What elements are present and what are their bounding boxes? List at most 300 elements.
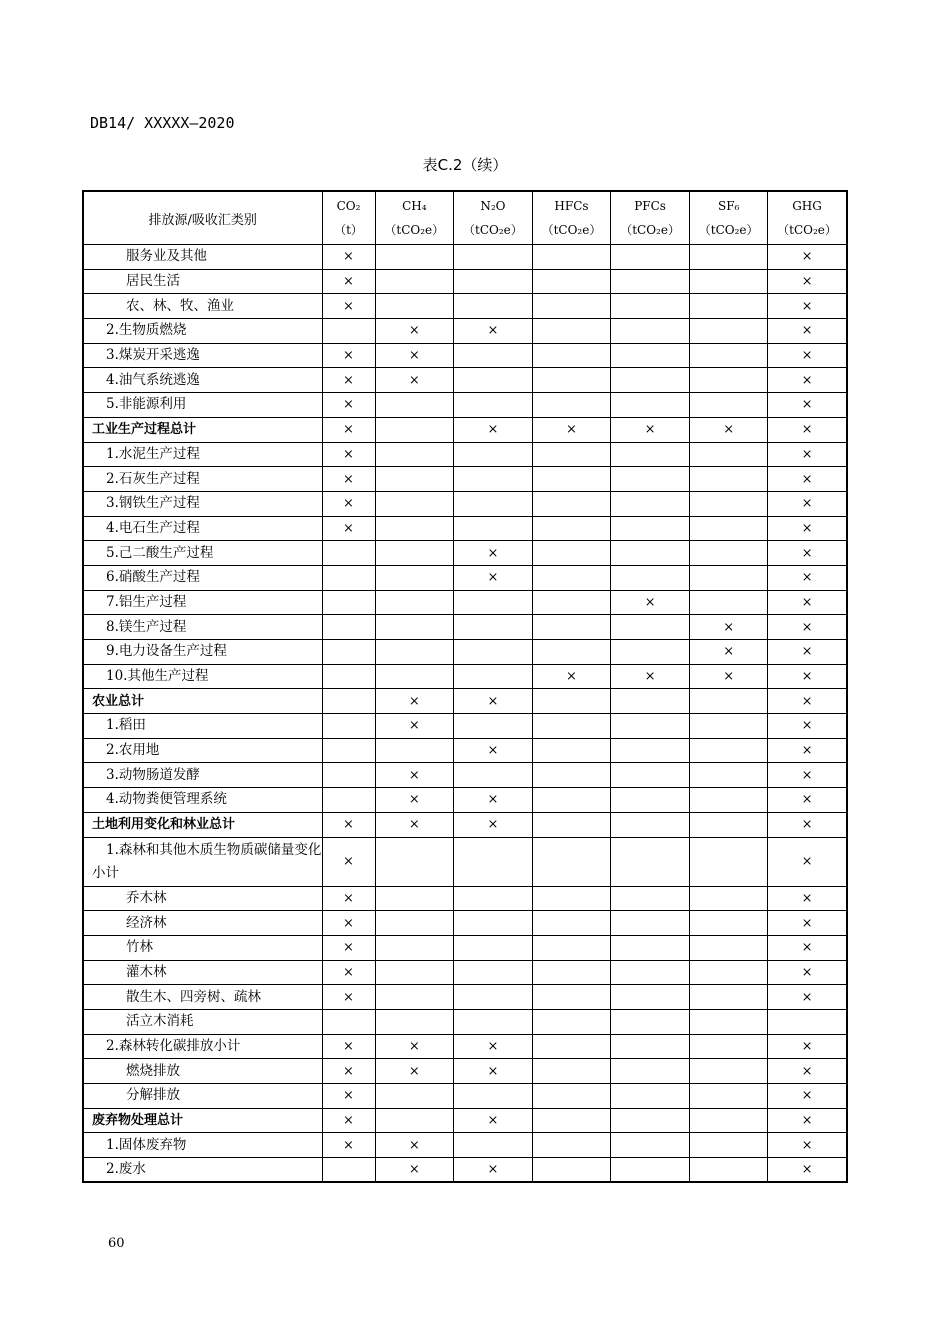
- mark-cell: ×: [454, 812, 533, 837]
- mark-cell: [375, 467, 454, 492]
- mark-cell: ×: [322, 467, 375, 492]
- mark-cell: [322, 640, 375, 665]
- mark-cell: [689, 886, 768, 911]
- mark-cell: ×: [532, 664, 611, 689]
- mark-cell: ×: [768, 788, 847, 813]
- mark-cell: [611, 738, 690, 763]
- mark-cell: [322, 565, 375, 590]
- mark-cell: [611, 319, 690, 344]
- row-label: 5.己二酸生产过程: [83, 541, 322, 566]
- document-code: DB14/ XXXXX—2020: [90, 114, 235, 132]
- mark-cell: ×: [768, 269, 847, 294]
- mark-cell: ×: [454, 1059, 533, 1084]
- table-body: [83, 245, 847, 1183]
- mark-cell: [611, 763, 690, 788]
- category-column-header: 排放源/吸收汇类别: [83, 191, 322, 245]
- row-label: 农业总计: [83, 689, 322, 714]
- table-row: [83, 442, 847, 467]
- row-label: 2.生物质燃烧: [83, 319, 322, 344]
- mark-cell: ×: [768, 541, 847, 566]
- mark-cell: [375, 245, 454, 270]
- mark-cell: ×: [322, 343, 375, 368]
- mark-cell: [454, 714, 533, 739]
- mark-cell: [689, 541, 768, 566]
- mark-cell: ×: [454, 1034, 533, 1059]
- mark-cell: ×: [768, 343, 847, 368]
- gas-column-header-co2: [322, 191, 375, 245]
- row-label: 4.动物粪便管理系统: [83, 788, 322, 813]
- mark-cell: [532, 985, 611, 1010]
- mark-cell: [532, 886, 611, 911]
- table-row: [83, 294, 847, 319]
- mark-cell: [454, 269, 533, 294]
- mark-cell: ×: [768, 1133, 847, 1158]
- gas-unit: （tCO₂e）: [777, 223, 837, 237]
- mark-cell: [322, 738, 375, 763]
- row-label: 8.镁生产过程: [83, 615, 322, 640]
- mark-cell: [532, 516, 611, 541]
- mark-cell: [375, 985, 454, 1010]
- row-label: 活立木消耗: [83, 1009, 322, 1034]
- table-row: [83, 788, 847, 813]
- mark-cell: ×: [322, 1133, 375, 1158]
- mark-cell: ×: [454, 788, 533, 813]
- table-row: [83, 516, 847, 541]
- mark-cell: [611, 393, 690, 418]
- mark-cell: ×: [322, 368, 375, 393]
- mark-cell: ×: [768, 911, 847, 936]
- mark-cell: ×: [768, 689, 847, 714]
- mark-cell: [689, 245, 768, 270]
- mark-cell: [689, 565, 768, 590]
- mark-cell: [689, 911, 768, 936]
- row-label: 散生木、四旁树、疏林: [83, 985, 322, 1010]
- mark-cell: [454, 294, 533, 319]
- mark-cell: ×: [375, 1133, 454, 1158]
- mark-cell: ×: [768, 763, 847, 788]
- mark-cell: [532, 467, 611, 492]
- mark-cell: [689, 1034, 768, 1059]
- mark-cell: [322, 664, 375, 689]
- mark-cell: ×: [322, 935, 375, 960]
- mark-cell: ×: [768, 393, 847, 418]
- mark-cell: ×: [375, 812, 454, 837]
- row-label: 4.电石生产过程: [83, 516, 322, 541]
- mark-cell: ×: [768, 319, 847, 344]
- emissions-table: [82, 190, 848, 1183]
- table-row: [83, 960, 847, 985]
- mark-cell: ×: [768, 491, 847, 516]
- mark-cell: [532, 1133, 611, 1158]
- mark-cell: ×: [322, 516, 375, 541]
- row-label: 10.其他生产过程: [83, 664, 322, 689]
- mark-cell: [375, 837, 454, 886]
- row-label: 1.水泥生产过程: [83, 442, 322, 467]
- mark-cell: [611, 467, 690, 492]
- mark-cell: [454, 960, 533, 985]
- mark-cell: [611, 615, 690, 640]
- gas-name: CH₄: [402, 199, 427, 213]
- mark-cell: [375, 615, 454, 640]
- table-row: [83, 763, 847, 788]
- table-row: [83, 911, 847, 936]
- mark-cell: ×: [322, 1034, 375, 1059]
- mark-cell: [375, 393, 454, 418]
- gas-unit: （t）: [334, 223, 363, 237]
- row-label: 9.电力设备生产过程: [83, 640, 322, 665]
- mark-cell: ×: [454, 541, 533, 566]
- mark-cell: ×: [768, 590, 847, 615]
- mark-cell: [454, 1133, 533, 1158]
- gas-name: PFCs: [634, 199, 666, 213]
- mark-cell: [454, 245, 533, 270]
- mark-cell: [611, 343, 690, 368]
- table-row: [83, 615, 847, 640]
- mark-cell: [375, 417, 454, 442]
- mark-cell: ×: [532, 417, 611, 442]
- mark-cell: ×: [768, 1108, 847, 1133]
- mark-cell: [689, 368, 768, 393]
- mark-cell: [532, 491, 611, 516]
- mark-cell: [611, 911, 690, 936]
- mark-cell: [611, 886, 690, 911]
- mark-cell: [611, 960, 690, 985]
- mark-cell: ×: [322, 812, 375, 837]
- mark-cell: [532, 788, 611, 813]
- mark-cell: ×: [689, 640, 768, 665]
- mark-cell: ×: [768, 664, 847, 689]
- mark-cell: ×: [768, 615, 847, 640]
- table-row: [83, 837, 847, 886]
- mark-cell: ×: [322, 393, 375, 418]
- row-label: 2.石灰生产过程: [83, 467, 322, 492]
- mark-cell: [322, 788, 375, 813]
- mark-cell: ×: [768, 886, 847, 911]
- mark-cell: ×: [768, 640, 847, 665]
- mark-cell: [532, 294, 611, 319]
- table-row: [83, 738, 847, 763]
- mark-cell: [611, 1108, 690, 1133]
- mark-cell: ×: [768, 1059, 847, 1084]
- mark-cell: [454, 516, 533, 541]
- mark-cell: ×: [375, 368, 454, 393]
- mark-cell: ×: [768, 565, 847, 590]
- gas-name: CO₂: [336, 199, 361, 213]
- mark-cell: [375, 269, 454, 294]
- mark-cell: [532, 1158, 611, 1183]
- gas-name: HFCs: [554, 199, 589, 213]
- row-label: 3.动物肠道发酵: [83, 763, 322, 788]
- gas-unit: （tCO₂e）: [620, 223, 680, 237]
- mark-cell: [454, 615, 533, 640]
- mark-cell: [611, 788, 690, 813]
- mark-cell: ×: [768, 985, 847, 1010]
- mark-cell: ×: [322, 985, 375, 1010]
- mark-cell: ×: [768, 738, 847, 763]
- mark-cell: [689, 319, 768, 344]
- mark-cell: ×: [611, 590, 690, 615]
- table-row: [83, 467, 847, 492]
- mark-cell: ×: [322, 491, 375, 516]
- row-label: 5.非能源利用: [83, 393, 322, 418]
- mark-cell: ×: [375, 714, 454, 739]
- mark-cell: [689, 738, 768, 763]
- mark-cell: [689, 343, 768, 368]
- mark-cell: [611, 1059, 690, 1084]
- mark-cell: [689, 1158, 768, 1183]
- mark-cell: ×: [768, 516, 847, 541]
- mark-cell: ×: [454, 417, 533, 442]
- mark-cell: [532, 1108, 611, 1133]
- mark-cell: [689, 1133, 768, 1158]
- mark-cell: ×: [768, 837, 847, 886]
- mark-cell: ×: [322, 442, 375, 467]
- mark-cell: ×: [689, 417, 768, 442]
- mark-cell: ×: [768, 714, 847, 739]
- mark-cell: [322, 763, 375, 788]
- mark-cell: ×: [322, 294, 375, 319]
- row-label: 工业生产过程总计: [83, 417, 322, 442]
- mark-cell: [454, 467, 533, 492]
- mark-cell: ×: [322, 960, 375, 985]
- table-row: [83, 1009, 847, 1034]
- mark-cell: ×: [768, 467, 847, 492]
- mark-cell: [375, 664, 454, 689]
- mark-cell: [322, 714, 375, 739]
- mark-cell: [375, 516, 454, 541]
- mark-cell: ×: [768, 1034, 847, 1059]
- table-row: [83, 245, 847, 270]
- mark-cell: [689, 1009, 768, 1034]
- mark-cell: ×: [375, 1158, 454, 1183]
- row-label: 2.森林转化碳排放小计: [83, 1034, 322, 1059]
- gas-column-header-hfcs: [532, 191, 611, 245]
- mark-cell: [375, 1084, 454, 1109]
- mark-cell: [375, 640, 454, 665]
- mark-cell: ×: [768, 1158, 847, 1183]
- row-label: 1.固体废弃物: [83, 1133, 322, 1158]
- mark-cell: [611, 294, 690, 319]
- mark-cell: [532, 640, 611, 665]
- table-row: [83, 393, 847, 418]
- mark-cell: [689, 714, 768, 739]
- mark-cell: ×: [689, 615, 768, 640]
- mark-cell: [532, 245, 611, 270]
- mark-cell: [689, 837, 768, 886]
- mark-cell: [454, 837, 533, 886]
- row-label: 6.硝酸生产过程: [83, 565, 322, 590]
- gas-column-header-n2o: [454, 191, 533, 245]
- table-row: [83, 664, 847, 689]
- mark-cell: ×: [375, 763, 454, 788]
- row-label: 燃烧排放: [83, 1059, 322, 1084]
- mark-cell: [689, 788, 768, 813]
- table-row: [83, 935, 847, 960]
- mark-cell: [689, 467, 768, 492]
- table-row: [83, 1158, 847, 1183]
- mark-cell: [454, 886, 533, 911]
- mark-cell: [689, 393, 768, 418]
- table-row: [83, 1059, 847, 1084]
- mark-cell: [532, 368, 611, 393]
- mark-cell: [689, 960, 768, 985]
- gas-unit: （tCO₂e）: [541, 223, 602, 237]
- mark-cell: ×: [611, 417, 690, 442]
- table-title: 表C.2（续）: [422, 156, 508, 174]
- mark-cell: [454, 1009, 533, 1034]
- table-row: [83, 985, 847, 1010]
- mark-cell: [611, 516, 690, 541]
- mark-cell: [689, 763, 768, 788]
- mark-cell: [375, 294, 454, 319]
- row-label: 经济林: [83, 911, 322, 936]
- row-label: 3.钢铁生产过程: [83, 491, 322, 516]
- gas-name: N₂O: [480, 199, 506, 213]
- mark-cell: [532, 269, 611, 294]
- mark-cell: ×: [768, 935, 847, 960]
- mark-cell: [611, 714, 690, 739]
- mark-cell: [375, 911, 454, 936]
- mark-cell: [532, 689, 611, 714]
- table-row: [83, 541, 847, 566]
- row-label: 分解排放: [83, 1084, 322, 1109]
- mark-cell: [532, 960, 611, 985]
- mark-cell: [611, 837, 690, 886]
- mark-cell: [689, 935, 768, 960]
- mark-cell: [322, 1009, 375, 1034]
- table-row: [83, 714, 847, 739]
- mark-cell: [689, 689, 768, 714]
- mark-cell: [611, 935, 690, 960]
- mark-cell: ×: [322, 1084, 375, 1109]
- mark-cell: [322, 319, 375, 344]
- mark-cell: [532, 812, 611, 837]
- mark-cell: ×: [454, 1158, 533, 1183]
- table-row: [83, 343, 847, 368]
- mark-cell: [532, 738, 611, 763]
- mark-cell: [532, 1009, 611, 1034]
- gas-column-header-sf6: [689, 191, 768, 245]
- mark-cell: [611, 1158, 690, 1183]
- mark-cell: [454, 763, 533, 788]
- mark-cell: [689, 491, 768, 516]
- mark-cell: [375, 935, 454, 960]
- row-label: 7.铝生产过程: [83, 590, 322, 615]
- mark-cell: ×: [375, 788, 454, 813]
- mark-cell: [375, 886, 454, 911]
- mark-cell: [611, 368, 690, 393]
- mark-cell: [454, 985, 533, 1010]
- mark-cell: [532, 837, 611, 886]
- mark-cell: ×: [768, 1084, 847, 1109]
- row-label: 灌木林: [83, 960, 322, 985]
- mark-cell: [532, 763, 611, 788]
- gas-column-header-ghg: [768, 191, 847, 245]
- mark-cell: [322, 615, 375, 640]
- mark-cell: [611, 1084, 690, 1109]
- mark-cell: [611, 269, 690, 294]
- mark-cell: [689, 1108, 768, 1133]
- row-label: 1.森林和其他木质生物质碳储量变化小计: [83, 837, 322, 886]
- mark-cell: [454, 343, 533, 368]
- mark-cell: ×: [768, 442, 847, 467]
- mark-cell: [375, 541, 454, 566]
- table-section-row: [83, 1108, 847, 1133]
- row-label: 服务业及其他: [83, 245, 322, 270]
- mark-cell: ×: [322, 837, 375, 886]
- row-label: 农、林、牧、渔业: [83, 294, 322, 319]
- mark-cell: [532, 442, 611, 467]
- mark-cell: ×: [375, 1034, 454, 1059]
- mark-cell: [689, 294, 768, 319]
- mark-cell: [454, 664, 533, 689]
- table-row: [83, 269, 847, 294]
- mark-cell: [532, 541, 611, 566]
- mark-cell: ×: [768, 960, 847, 985]
- mark-cell: [532, 911, 611, 936]
- mark-cell: [375, 960, 454, 985]
- mark-cell: [532, 615, 611, 640]
- row-label: 2.废水: [83, 1158, 322, 1183]
- mark-cell: [454, 368, 533, 393]
- mark-cell: [611, 491, 690, 516]
- mark-cell: ×: [768, 245, 847, 270]
- table-section-row: [83, 417, 847, 442]
- row-label: 1.稻田: [83, 714, 322, 739]
- gas-unit: （tCO₂e）: [384, 223, 445, 237]
- row-label: 居民生活: [83, 269, 322, 294]
- mark-cell: [375, 442, 454, 467]
- mark-cell: ×: [322, 245, 375, 270]
- table-row: [83, 565, 847, 590]
- table-row: [83, 1034, 847, 1059]
- mark-cell: [611, 1009, 690, 1034]
- mark-cell: ×: [768, 417, 847, 442]
- mark-cell: ×: [454, 1108, 533, 1133]
- mark-cell: [454, 393, 533, 418]
- table-header-row: [83, 191, 847, 245]
- mark-cell: [689, 442, 768, 467]
- mark-cell: [611, 565, 690, 590]
- mark-cell: ×: [611, 664, 690, 689]
- mark-cell: [611, 442, 690, 467]
- mark-cell: [375, 738, 454, 763]
- mark-cell: [375, 565, 454, 590]
- mark-cell: [454, 442, 533, 467]
- mark-cell: ×: [322, 1108, 375, 1133]
- row-label: 土地利用变化和林业总计: [83, 812, 322, 837]
- gas-unit: （tCO₂e）: [698, 223, 759, 237]
- mark-cell: ×: [375, 319, 454, 344]
- mark-cell: [454, 935, 533, 960]
- mark-cell: ×: [322, 886, 375, 911]
- mark-cell: [375, 1009, 454, 1034]
- row-label: 竹林: [83, 935, 322, 960]
- mark-cell: [689, 269, 768, 294]
- mark-cell: ×: [322, 911, 375, 936]
- mark-cell: ×: [375, 689, 454, 714]
- gas-name: SF₆: [717, 199, 740, 213]
- table-row: [83, 1133, 847, 1158]
- page-number: 60: [108, 1236, 125, 1251]
- mark-cell: [454, 491, 533, 516]
- gas-column-header-ch4: [375, 191, 454, 245]
- row-label: 4.油气系统逃逸: [83, 368, 322, 393]
- mark-cell: [322, 1158, 375, 1183]
- mark-cell: [322, 689, 375, 714]
- table-section-row: [83, 689, 847, 714]
- mark-cell: [611, 541, 690, 566]
